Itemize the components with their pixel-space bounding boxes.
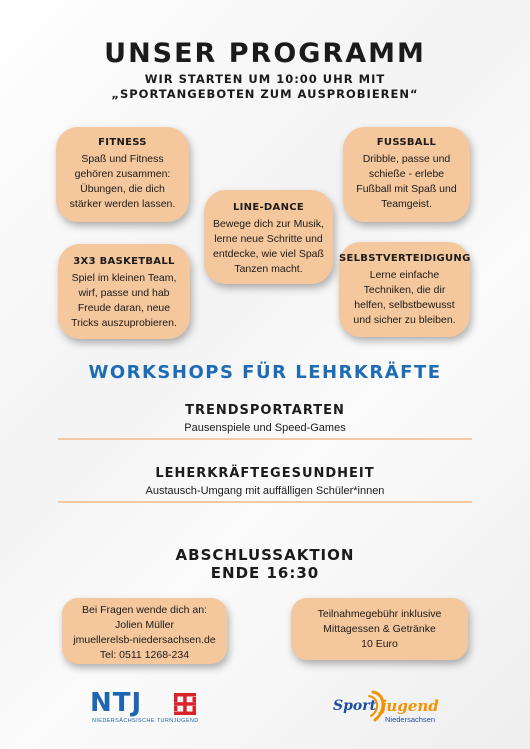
card-line: helfen, selbstbewusst [354,299,455,311]
workshop-title: TRENDSPORTARTEN [185,403,345,418]
closing-block [0,546,530,582]
card-selbstverteidigung [339,242,470,337]
card-basketball-title: 3X3 BASKETBALL [73,256,175,267]
contact-line: Bei Fragen wende dich an: [82,604,207,616]
card-selbstverteidigung-text [339,268,470,328]
closing-time: ENDE 16:30 [210,564,320,582]
sportjugend-logo [333,688,443,728]
card-line: Tanzen macht. [234,263,303,275]
card-line: Dribble, passe und [362,153,451,165]
card-basketball [58,244,190,339]
card-selbstverteidigung-title: SELBSTVERTEIDIGUNG [339,253,471,264]
card-fitness [56,127,189,222]
contact-card [62,598,227,664]
divider [58,438,472,440]
card-line: Fußball mit Spaß und [356,183,457,195]
card-linedance-title: LINE-DANCE [232,202,305,213]
card-line: lerne neue Schritte und [214,233,323,245]
ntj-logo-subtitle: NIEDERSÄCHSISCHE TURNJUGEND [92,718,199,724]
card-line: stärker werden lassen. [69,198,176,210]
fee-amount: 10 Euro [361,638,398,650]
workshop-title: LEHERKRÄFTEGESUNDHEIT [155,466,375,481]
card-line: Techniken, die dir [363,284,446,296]
card-line: Freude daran, neue [77,302,171,314]
card-linedance-text [204,217,333,277]
card-line: und sicher zu bleiben. [353,314,456,326]
card-fitness-text [56,152,189,212]
ntj-logo [90,688,240,728]
page-subtitle [0,72,530,102]
turner-cross-icon [172,691,198,717]
card-line: wirf, passe und hab [78,287,170,299]
card-line: Teamgeist. [381,198,432,210]
card-basketball-text [58,271,190,331]
fee-line: Teilnahmegebühr inklusive [317,608,442,620]
fee-card [291,598,468,660]
contact-phone[interactable]: Tel: 0511 1268-234 [99,649,190,661]
card-line: Lerne einfache [369,269,440,281]
contact-email[interactable]: jmuellerelsb-niedersachsen.de [73,634,216,646]
sportjugend-word-sport: Sport [333,698,377,714]
divider [58,501,472,503]
ntj-logo-letters: NTJ [90,688,143,718]
card-line: Spaß und Fitness [81,153,164,165]
card-fussball [343,127,470,222]
card-line: Bewege dich zur Musik, [213,218,324,230]
page-title: UNSER PROGRAMM [104,38,426,69]
card-linedance [204,190,333,284]
subtitle-line-1: WIR STARTEN UM 10:00 UHR MIT [144,72,386,86]
card-line: entdecke, wie viel Spaß [213,248,324,260]
card-line: gehören zusammen: [74,168,171,180]
card-fussball-title: FUSSBALL [376,137,437,148]
closing-title: ABSCHLUSSAKTION [175,546,355,564]
card-fitness-title: FITNESS [98,137,147,148]
fee-line: Mittagessen & Getränke [323,623,436,635]
contact-name: Jolien Müller [115,619,174,631]
card-fussball-text [343,152,470,212]
card-line: Spiel im kleinen Team, [71,272,177,284]
card-line: schieße - erlebe [368,168,445,180]
sportjugend-word-jugend: jugend [381,697,439,715]
workshop-text: Pausenspiele und Speed-Games [184,422,346,434]
card-line: Tricks auszuprobieren. [71,317,177,329]
sportjugend-subtitle: Niedersachsen [385,715,436,724]
workshop-text: Austausch-Umgang mit auffälligen Schüler*innen [145,485,385,497]
card-line: Übungen, die dich [80,183,165,195]
subtitle-line-2: „SPORTANGEBOTEN ZUM AUSPROBIEREN“ [111,87,419,101]
workshops-heading: WORKSHOPS FÜR LEHRKRÄFTE [88,362,442,383]
